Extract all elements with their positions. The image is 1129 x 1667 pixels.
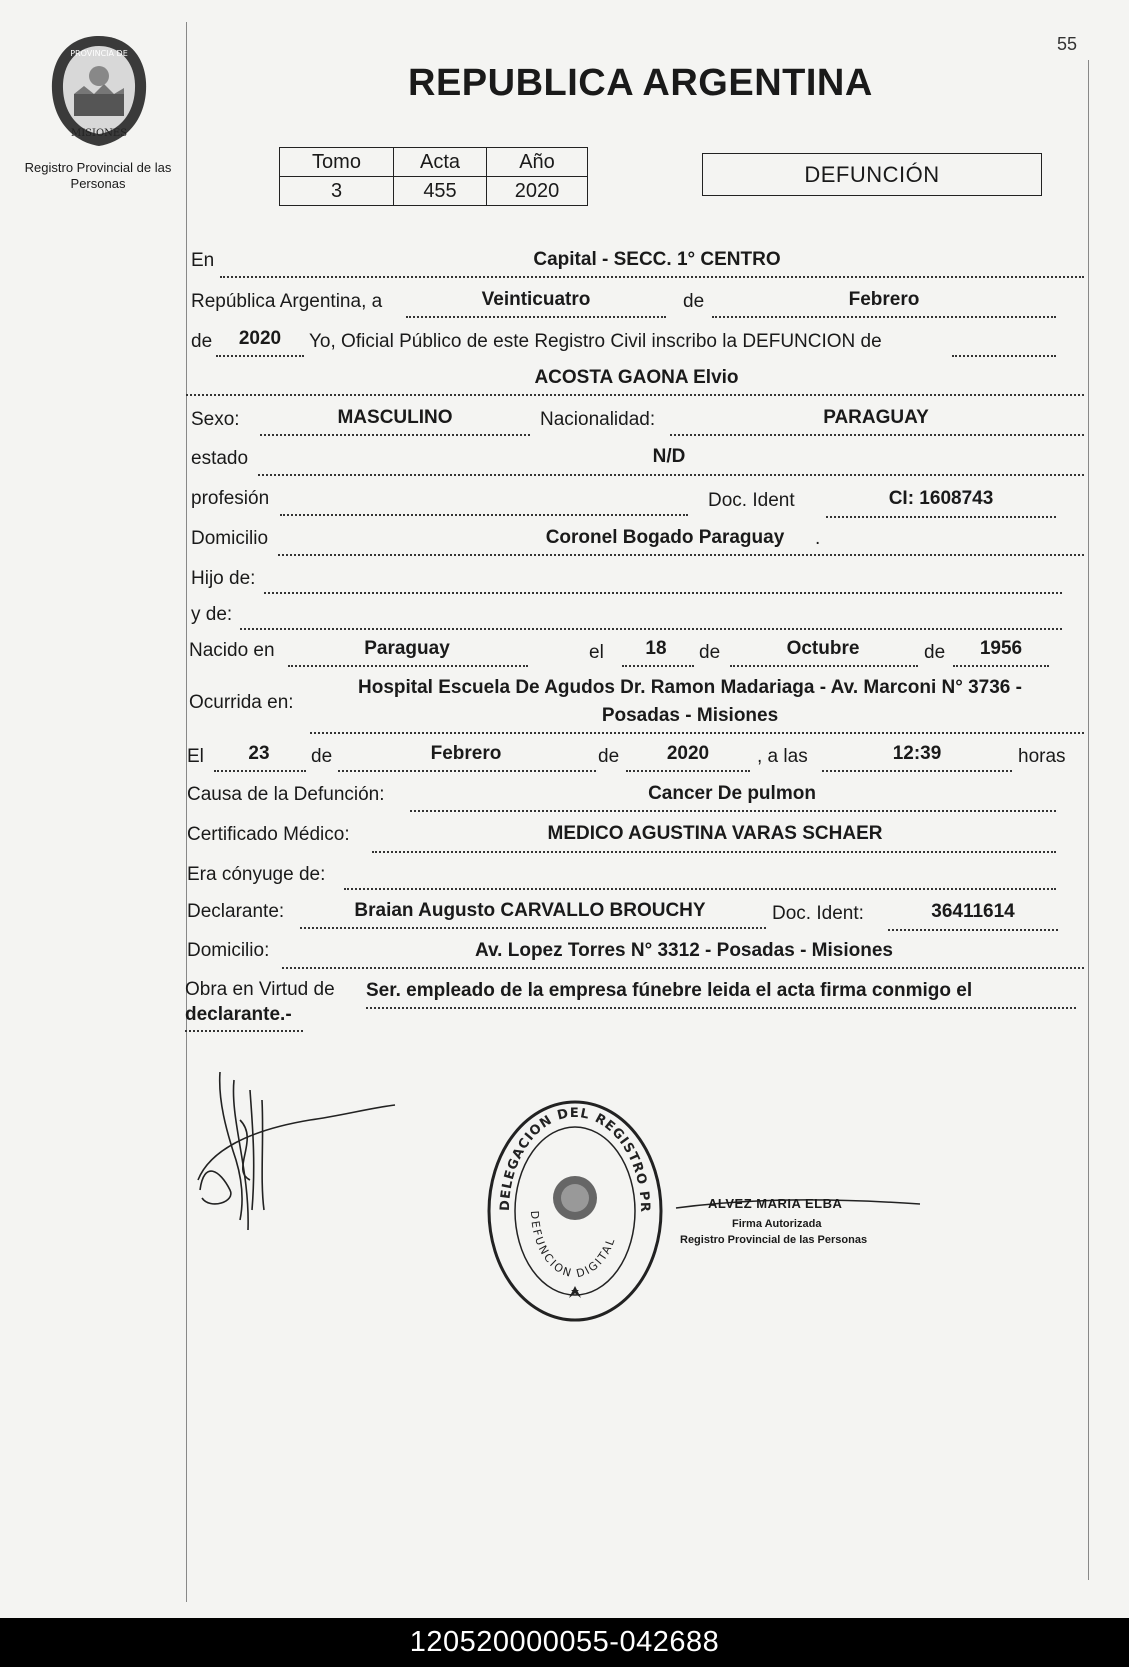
right-margin-rule xyxy=(1088,60,1089,1580)
decl-doc-line xyxy=(888,929,1058,931)
hijo-line xyxy=(264,592,1062,594)
provincial-coat-of-arms-icon xyxy=(44,32,154,150)
domicilio2-label: Domicilio: xyxy=(187,940,270,961)
nacionalidad-label: Nacionalidad: xyxy=(540,409,656,430)
record-reference-table xyxy=(279,147,588,206)
nacido-lugar-line xyxy=(288,665,528,667)
causa-label: Causa de la Defunción: xyxy=(187,784,385,805)
doc-ident-label: Doc. Ident xyxy=(708,490,795,511)
ocurrida-line2-value: Posadas - Misiones xyxy=(601,705,779,726)
obra-line1-value: Ser. empleado de la empresa fúnebre leida el acta firma conmigo el xyxy=(366,980,973,1001)
sexo-label: Sexo: xyxy=(191,409,240,430)
registry-stamp xyxy=(485,1098,665,1324)
day-words-line xyxy=(406,316,666,318)
muerte-anio-line xyxy=(626,770,750,772)
nacido-anio-line xyxy=(953,665,1049,667)
acta-value: 455 xyxy=(394,177,487,206)
tomo-value: 3 xyxy=(280,177,394,206)
anio-header: Año xyxy=(487,148,588,177)
year-line xyxy=(216,355,304,357)
obra-line2-value: declarante.- xyxy=(185,1004,292,1025)
year-prefix-label: de xyxy=(191,331,213,352)
record-table-header-row xyxy=(280,148,588,177)
day-words-value: Veinticuatro xyxy=(481,289,591,310)
de-label: de xyxy=(683,291,705,312)
statement-text: Yo, Oficial Público de este Registro Civil inscribo la DEFUNCION de xyxy=(309,331,882,352)
month-value: Febrero xyxy=(848,289,920,310)
document-type-box: DEFUNCIÓN xyxy=(702,153,1042,196)
certificado-value: MEDICO AGUSTINA VARAS SCHAER xyxy=(547,823,883,844)
deceased-name-line xyxy=(186,394,1084,396)
a-las-label: , a las xyxy=(757,746,808,767)
nacionalidad-value: PARAGUAY xyxy=(823,407,929,428)
obra-label: Obra en Virtud de xyxy=(185,979,335,1000)
domicilio-line xyxy=(278,554,1084,556)
record-table-value-row xyxy=(280,177,588,206)
nacido-dia-line xyxy=(622,665,694,667)
muerte-dia-value: 23 xyxy=(248,743,270,764)
authorized-signer-org: Registro Provincial de las Personas xyxy=(680,1234,868,1246)
tomo-header: Tomo xyxy=(280,148,394,177)
authorized-signer-role: Firma Autorizada xyxy=(732,1218,822,1230)
el-cap-label: El xyxy=(187,746,204,767)
nacido-dia-value: 18 xyxy=(645,638,667,659)
ocurrida-line1-value: Hospital Escuela De Agudos Dr. Ramon Madariaga - Av. Marconi N° 3736 - xyxy=(358,677,1022,698)
conyuge-label: Era cónyuge de: xyxy=(187,864,326,885)
republica-label: República Argentina, a xyxy=(191,291,383,312)
obra-line2-dots xyxy=(185,1030,303,1032)
stamp-inner-text: DEFUNCION DIGITAL xyxy=(527,1210,618,1281)
estado-value: N/D xyxy=(652,446,686,467)
muerte-dia-line xyxy=(214,770,306,772)
sexo-line xyxy=(260,434,530,436)
certificado-line xyxy=(372,851,1056,853)
seal-text-top: PROVINCIA DE xyxy=(70,49,128,58)
horas-label: horas xyxy=(1018,746,1066,767)
month-line xyxy=(712,316,1056,318)
domicilio-suffix: . xyxy=(815,528,821,549)
ocurrida-line xyxy=(310,732,1084,734)
profesion-line xyxy=(280,514,688,516)
nacido-lugar-value: Paraguay xyxy=(364,638,450,659)
decl-doc-value: 36411614 xyxy=(931,901,1015,922)
nacido-de2-label: de xyxy=(924,642,946,663)
domicilio2-line xyxy=(282,967,1084,969)
year-value: 2020 xyxy=(238,328,282,349)
en-value: Capital - SECC. 1° CENTRO xyxy=(533,249,781,270)
deceased-name-value: ACOSTA GAONA Elvio xyxy=(534,367,739,388)
domicilio-label: Domicilio xyxy=(191,528,269,549)
doc-ident-line xyxy=(826,516,1056,518)
sexo-value: MASCULINO xyxy=(337,407,453,428)
document-footer-code: 120520000055-042688 xyxy=(0,1618,1129,1667)
declarante-label: Declarante: xyxy=(187,901,285,922)
muerte-mes-line xyxy=(338,770,596,772)
nacido-de1-label: de xyxy=(699,642,721,663)
domicilio-value: Coronel Bogado Paraguay xyxy=(545,527,785,548)
statement-tail-line xyxy=(952,355,1056,357)
causa-line xyxy=(410,810,1056,812)
nacido-mes-value: Octubre xyxy=(786,638,860,659)
conyuge-line xyxy=(344,888,1056,890)
estado-label: estado xyxy=(191,448,249,469)
y-de-label: y de: xyxy=(191,604,233,625)
en-line xyxy=(220,276,1084,278)
doc-ident-value: CI: 1608743 xyxy=(888,488,994,509)
muerte-de1-label: de xyxy=(311,746,333,767)
y-de-line xyxy=(240,628,1062,630)
muerte-hora-line xyxy=(822,770,1012,772)
ocurrida-label: Ocurrida en: xyxy=(189,692,294,713)
nacionalidad-line xyxy=(670,434,1084,436)
nacido-mes-line xyxy=(730,665,918,667)
profesion-label: profesión xyxy=(191,488,270,509)
stamp-outer-text: DELEGACION DEL REGISTRO PR xyxy=(497,1105,653,1214)
authorized-signer-name: ALVEZ MARIA ELBA xyxy=(708,1196,843,1211)
page-title: REPUBLICA ARGENTINA xyxy=(408,62,873,104)
muerte-mes-value: Febrero xyxy=(430,743,502,764)
muerte-hora-value: 12:39 xyxy=(892,743,942,764)
certificado-label: Certificado Médico: xyxy=(187,824,350,845)
declarante-line xyxy=(300,927,766,929)
left-margin-rule xyxy=(186,22,187,1602)
anio-value: 2020 xyxy=(487,177,588,206)
nacido-el-label: el xyxy=(589,642,604,663)
nacido-anio-value: 1956 xyxy=(979,638,1023,659)
estado-line xyxy=(258,474,1084,476)
obra-line1-dots xyxy=(366,1007,1076,1009)
muerte-anio-value: 2020 xyxy=(666,743,710,764)
nacido-label: Nacido en xyxy=(189,640,275,661)
authorized-signature-block xyxy=(670,1190,930,1260)
declarante-value: Braian Augusto CARVALLO BROUCHY xyxy=(354,900,706,921)
en-label: En xyxy=(191,250,215,271)
domicilio2-value: Av. Lopez Torres N° 3312 - Posadas - Misiones xyxy=(475,940,893,961)
decl-doc-label: Doc. Ident: xyxy=(772,903,864,924)
acta-header: Acta xyxy=(394,148,487,177)
hijo-label: Hijo de: xyxy=(191,568,256,589)
registry-label: Registro Provincial de las Personas xyxy=(24,160,172,191)
causa-value: Cancer De pulmon xyxy=(648,783,816,804)
seal-text-bottom: MISIONES xyxy=(70,128,128,139)
page-number: 55 xyxy=(1057,34,1078,54)
muerte-de2-label: de xyxy=(598,746,620,767)
official-signature-icon xyxy=(190,1060,410,1240)
svg-text:DEFUNCION DIGITAL xyxy=(528,1210,618,1280)
